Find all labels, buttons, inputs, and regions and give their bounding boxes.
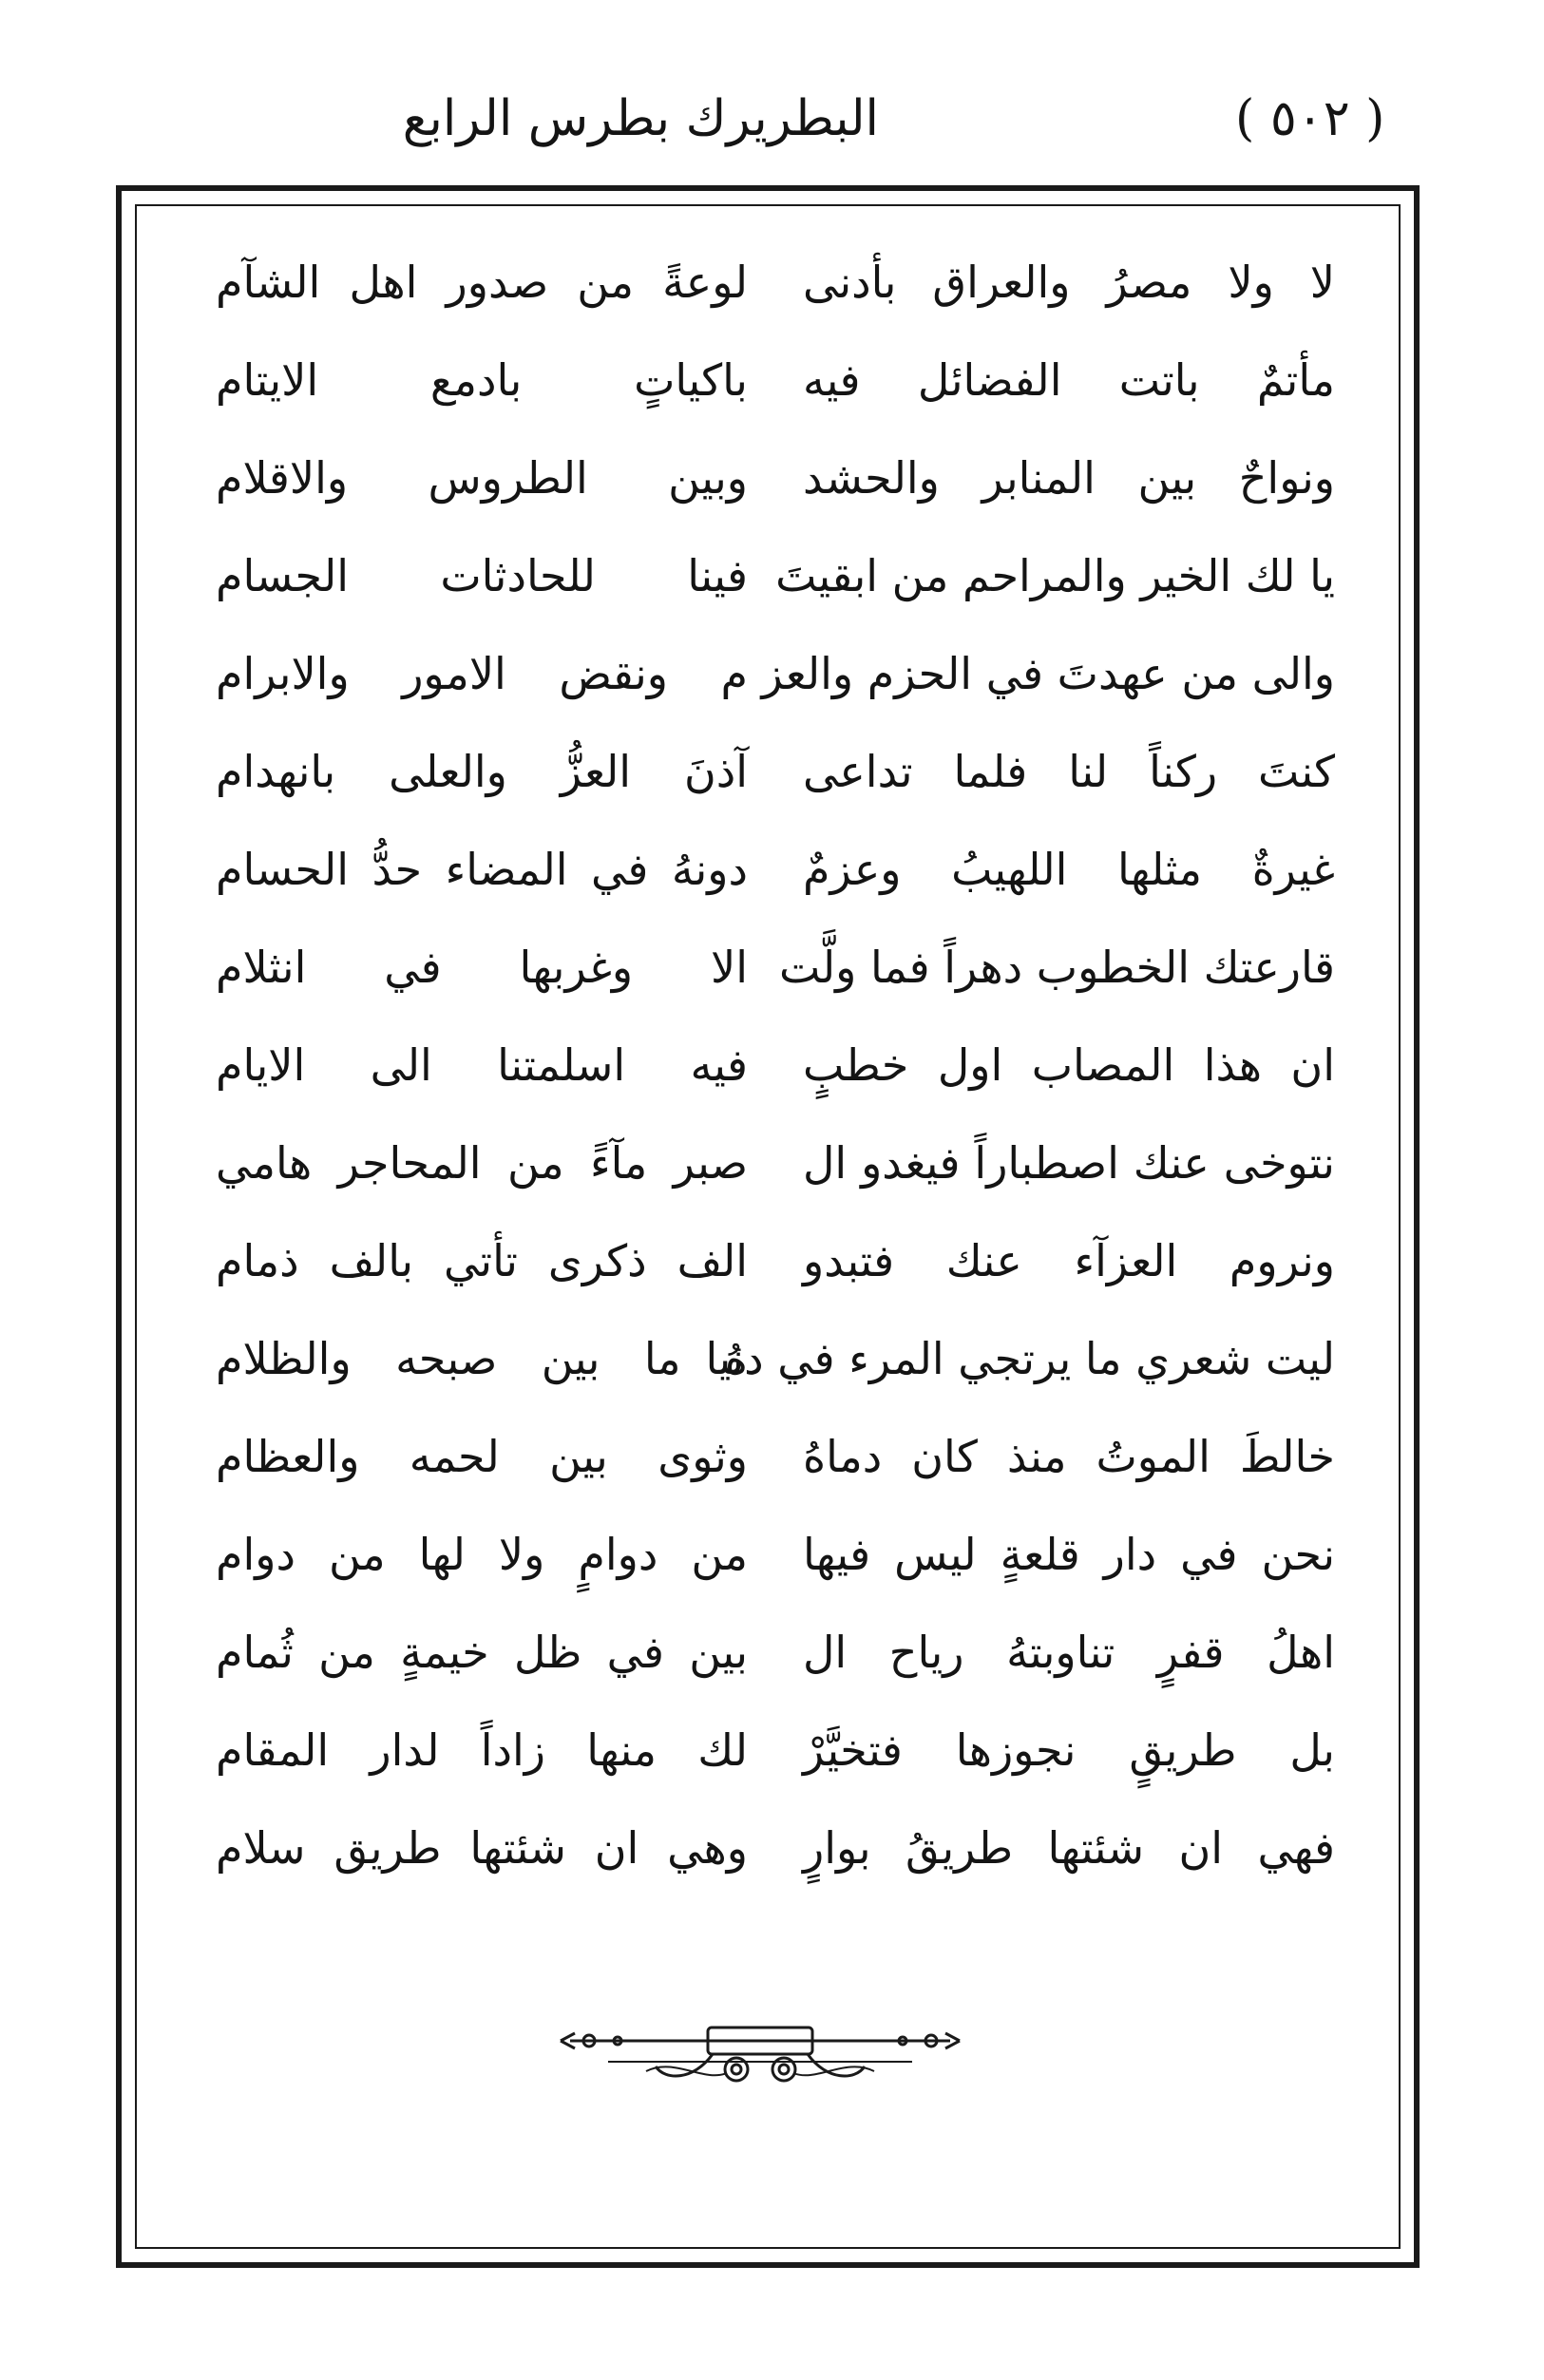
verse-first-hemistich: لا ولا مصرُ والعراق بأدنى bbox=[803, 256, 1335, 308]
verse-first-hemistich: فهي ان شئتها طريقُ بوارٍ bbox=[803, 1821, 1335, 1874]
verse-line bbox=[204, 1799, 1335, 1896]
page-header bbox=[133, 90, 1411, 176]
verse-first-hemistich: ان هذا المصاب اول خطبٍ bbox=[803, 1038, 1335, 1091]
verse-line bbox=[204, 331, 1335, 428]
verse-second-hemistich: بين في ظل خيمةٍ من ثُمام bbox=[216, 1626, 748, 1678]
verse-second-hemistich: لوعةً من صدور اهل الشآم bbox=[216, 256, 748, 308]
verse-first-hemistich: والى من عهدتَ في الحزم والعز bbox=[761, 647, 1335, 699]
verse-line bbox=[204, 722, 1335, 820]
verse-second-hemistich: باكياتٍ بادمع الايتام bbox=[216, 353, 748, 406]
verse-first-hemistich: خالطَ الموتُ منذ كان دماهُ bbox=[803, 1430, 1335, 1482]
verse-line bbox=[204, 918, 1335, 1016]
verse-first-hemistich: يا لك الخير والمراحم من ابقيتَ bbox=[775, 549, 1335, 601]
verse-line bbox=[204, 1505, 1335, 1603]
verse-second-hemistich: دونهُ في المضاء حدُّ الحسام bbox=[216, 843, 748, 895]
verse-first-hemistich: اهلُ قفرٍ تناوبتهُ رياح ال bbox=[803, 1626, 1335, 1678]
verse-second-hemistich: آذنَ العزُّ والعلى بانهدام bbox=[216, 745, 748, 797]
verse-first-hemistich: كنتَ ركناً لنا فلما تداعى bbox=[803, 745, 1335, 797]
verse-second-hemistich: وثوى بين لحمه والعظام bbox=[216, 1430, 748, 1482]
verse-line bbox=[204, 820, 1335, 918]
tailpiece-ornament-icon bbox=[551, 2014, 969, 2090]
verse-first-hemistich: نتوخى عنك اصطباراً فيغدو ال bbox=[803, 1136, 1335, 1189]
verse-first-hemistich: قارعتك الخطوب دهراً فما ولَّت bbox=[779, 941, 1335, 993]
verse-line bbox=[204, 233, 1335, 331]
verse-line bbox=[204, 428, 1335, 526]
verse-second-hemistich: الف ذكرى تأتي بالف ذمام bbox=[216, 1234, 748, 1286]
verse-line bbox=[204, 1309, 1335, 1407]
verse-second-hemistich: الا وغربها في انثلام bbox=[216, 941, 748, 993]
verse-first-hemistich: ليت شعري ما يرتجي المرء في دنيا bbox=[705, 1332, 1335, 1384]
verse-first-hemistich: ونواحٌ بين المنابر والحشد bbox=[803, 451, 1335, 504]
verse-second-hemistich: وهي ان شئتها طريق سلام bbox=[216, 1821, 748, 1874]
verse-second-hemistich: م ونقض الامور والابرام bbox=[216, 647, 748, 699]
running-title: البطريرك بطرس الرابع bbox=[402, 90, 879, 147]
verse-second-hemistich: هُ ما بين صبحه والظلام bbox=[216, 1332, 748, 1384]
verse-second-hemistich: فيه اسلمتنا الى الايام bbox=[216, 1038, 748, 1091]
verse-first-hemistich: مأتمٌ باتت الفضائل فيه bbox=[803, 353, 1335, 406]
verse-second-hemistich: من دوامٍ ولا لها من دوام bbox=[216, 1528, 748, 1580]
verse-line bbox=[204, 624, 1335, 722]
page-number: ( ٥٠٢ ) bbox=[1235, 90, 1385, 147]
verse-line bbox=[204, 526, 1335, 624]
verse-line bbox=[204, 1016, 1335, 1114]
verse-line bbox=[204, 1603, 1335, 1701]
verse-second-hemistich: وبين الطروس والاقلام bbox=[216, 451, 748, 504]
verse-line bbox=[204, 1114, 1335, 1211]
verse-line bbox=[204, 1407, 1335, 1505]
verse-line bbox=[204, 1701, 1335, 1799]
verse-second-hemistich: فينا للحادثات الجسام bbox=[216, 549, 748, 601]
verse-line bbox=[204, 1211, 1335, 1309]
verse-first-hemistich: بل طريقٍ نجوزها فتخيَّرْ bbox=[803, 1723, 1335, 1776]
verse-first-hemistich: ونروم العزآء عنك فتبدو bbox=[803, 1234, 1335, 1286]
poem-body bbox=[204, 233, 1335, 1896]
verse-first-hemistich: نحن في دار قلعةٍ ليس فيها bbox=[803, 1528, 1335, 1580]
verse-first-hemistich: غيرةٌ مثلها اللهيبُ وعزمٌ bbox=[803, 843, 1335, 895]
verse-second-hemistich: صبر مآءً من المحاجر هامي bbox=[216, 1136, 748, 1189]
verse-second-hemistich: لك منها زاداً لدار المقام bbox=[216, 1723, 748, 1776]
